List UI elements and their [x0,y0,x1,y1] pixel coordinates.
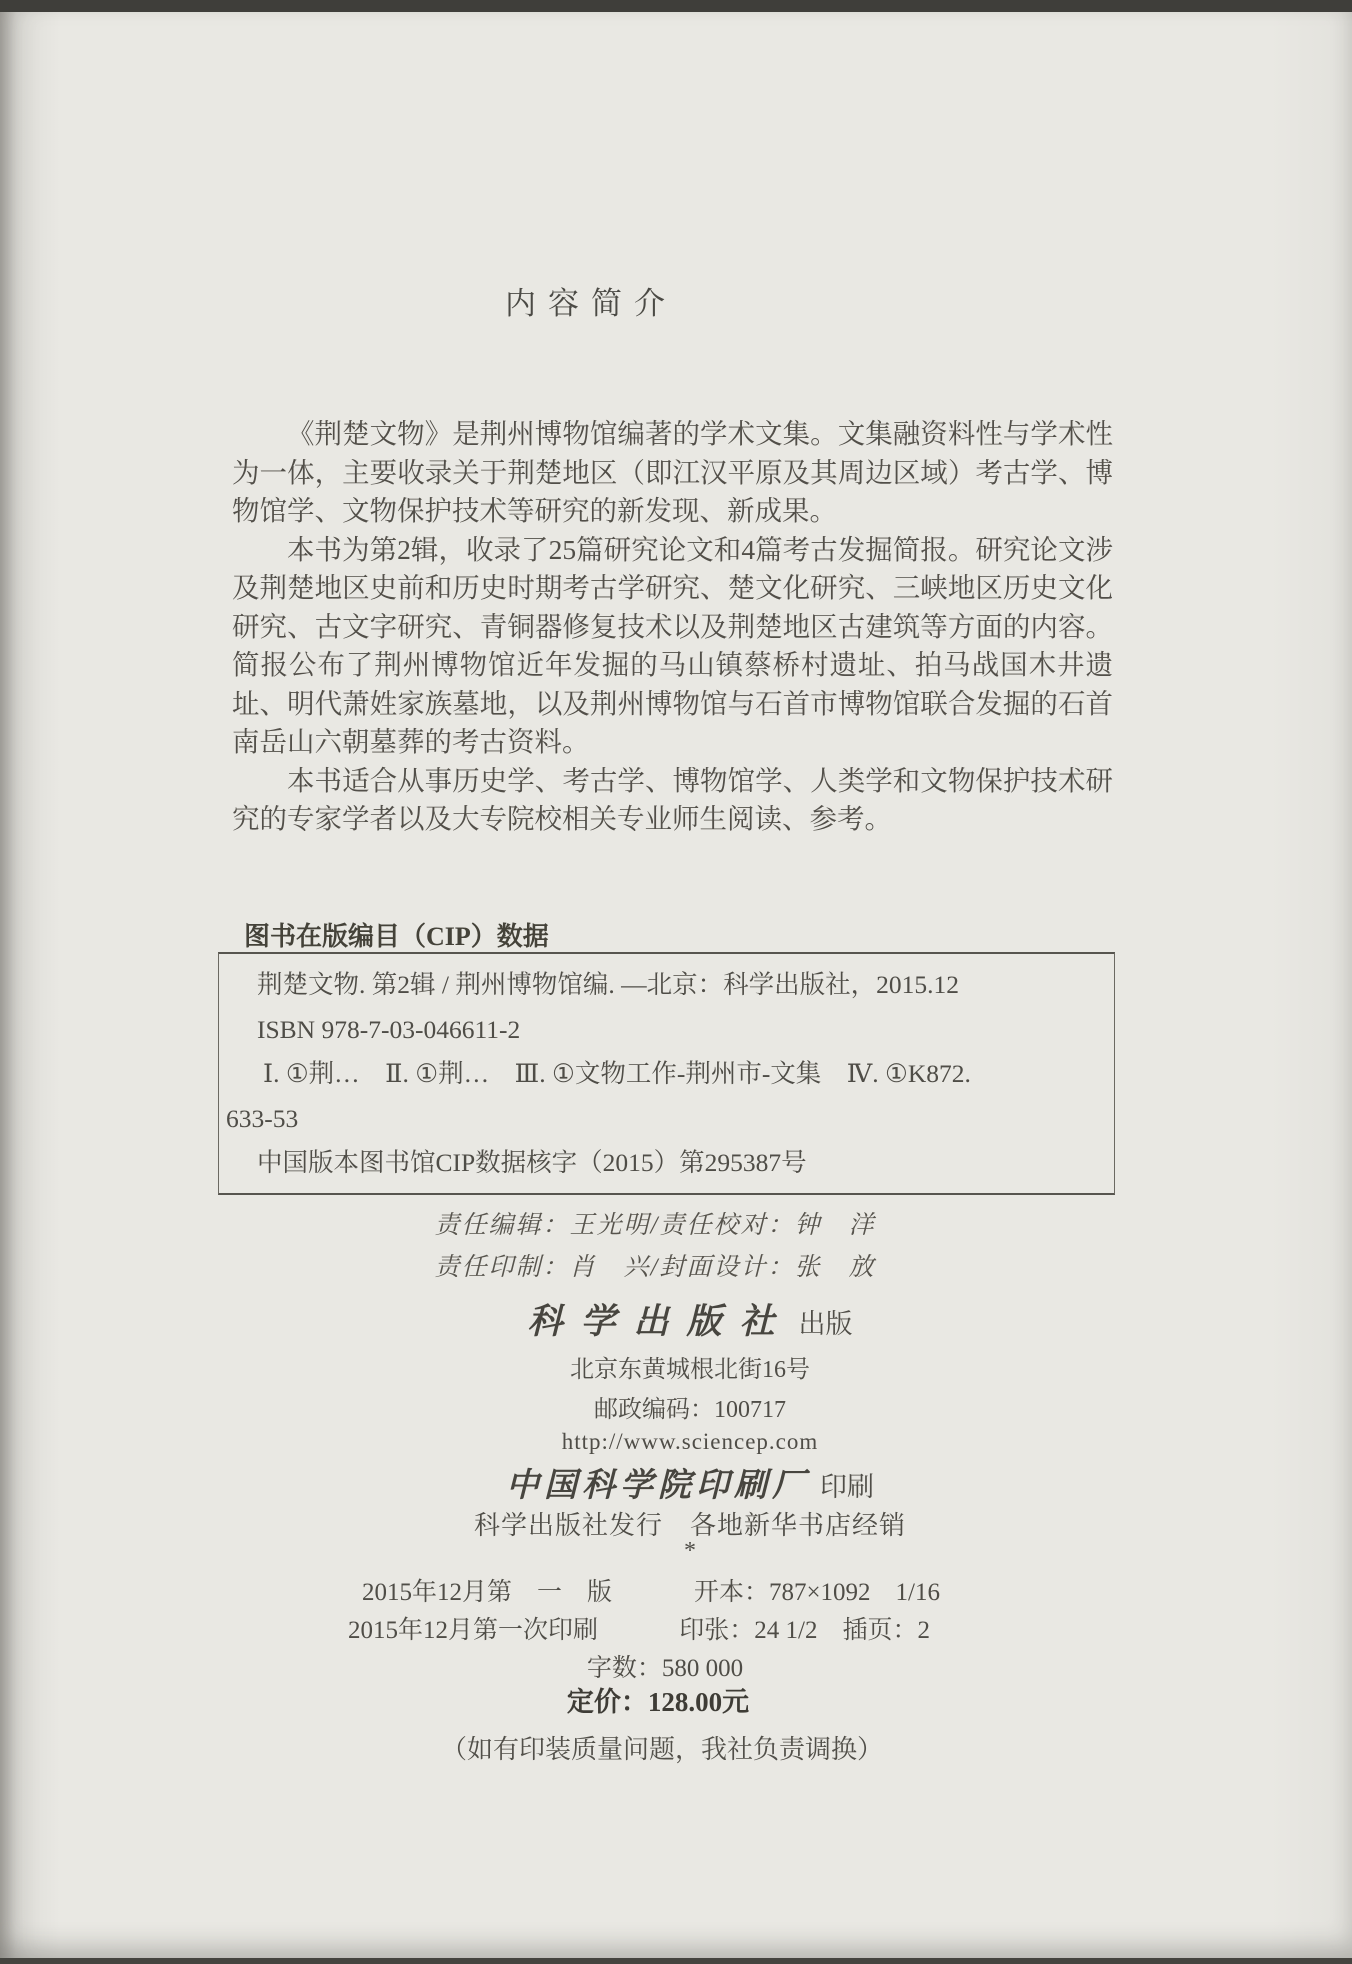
quality-notice: （如有印装质量问题，我社负责调换） [440,1735,883,1764]
book-format: 开本：787×1092 1/16 [693,1579,940,1606]
publisher-line [225,1294,1155,1344]
cip-record-number-line: 中国版本图书馆CIP数据核字（2015）第295387号 [257,1148,807,1177]
publisher-logotype: 科学出版社 [527,1302,793,1341]
intro-paragraph-3: 本书适合从事历史学、考古学、博物馆学、人类学和文物保护技术研究的专家学者以及大专院校相关专业师生阅读、参考。 [232,764,1113,834]
intro-paragraph-2: 本书为第2辑，收录了25篇研究论文和4篇考古发掘简报。研究论文涉及荆楚地区史前和历史时期考古学研究、楚文化研究、三峡地区历史文化研究、古文字研究、青铜器修复技术以及荆楚地区古建筑等方面的内容。简报公布了荆州博物馆近年发掘的马山镇蔡桥村遗址、拍马战国木井遗址、明代萧姓家族墓地，以及荆州博物馆与石首市博物馆联合发掘的石首南岳山六朝墓葬的考古资料。 [232,533,1113,757]
copyright-page [0,12,1352,1958]
printing-row [348,1610,930,1646]
page-title: 内容简介 [505,286,677,321]
word-count: 字数：580 000 [586,1655,744,1682]
separator-star: * [684,1538,696,1564]
price: 定价：128.00元 [566,1687,750,1717]
cip-isbn-line: ISBN 978-7-03-046611-2 [257,1014,521,1044]
publisher-suffix: 出版 [798,1309,853,1339]
distribution-line: 科学出版社发行 各地新华书店经销 [473,1511,906,1540]
staff-credit-printing-design: 责任印制：肖 兴/封面设计：张 放 [434,1254,876,1281]
printed-sheets: 印张：24 1/2 插页：2 [679,1617,930,1644]
intro-paragraph-1: 《荆楚文物》是荆州博物馆编著的学术文集。文集融资料性与学术性为一体，主要收录关于荆楚地区（即江汉平原及其周边区域）考古学、博物馆学、文物保护技术等研究的新发现、新成果。 [232,418,1113,526]
printer-suffix: 印刷 [820,1472,874,1502]
staff-credit-editors: 责任编辑：王光明/责任校对：钟 洋 [434,1212,876,1239]
cip-classification-continuation: 633-53 [226,1103,299,1133]
edition-date: 2015年12月第 一 版 [362,1579,613,1606]
scan-edge-top [0,0,1352,12]
printer-logotype: 中国科学院印刷厂 [506,1468,810,1504]
cip-title-line: 荆楚文物. 第2辑 / 荆州博物馆编. —北京：科学出版社，2015.12 [257,970,959,999]
publisher-address: 北京东黄城根北街16号 [570,1357,810,1383]
printing-date: 2015年12月第一次印刷 [348,1617,599,1644]
cip-heading: 图书在版编目（CIP）数据 [244,922,549,951]
cip-classification-line: Ⅰ. ①荆… Ⅱ. ①荆… Ⅲ. ①文物工作-荆州市-文集 Ⅳ. ①K872. [263,1059,971,1088]
cip-data-box [218,952,1115,1195]
publisher-website: http://www.sciencep.com [561,1429,819,1454]
publisher-postcode: 邮政编码：100717 [594,1397,786,1423]
edition-row [362,1572,940,1608]
intro-paragraphs [232,415,1113,839]
printer-line [225,1459,1155,1506]
